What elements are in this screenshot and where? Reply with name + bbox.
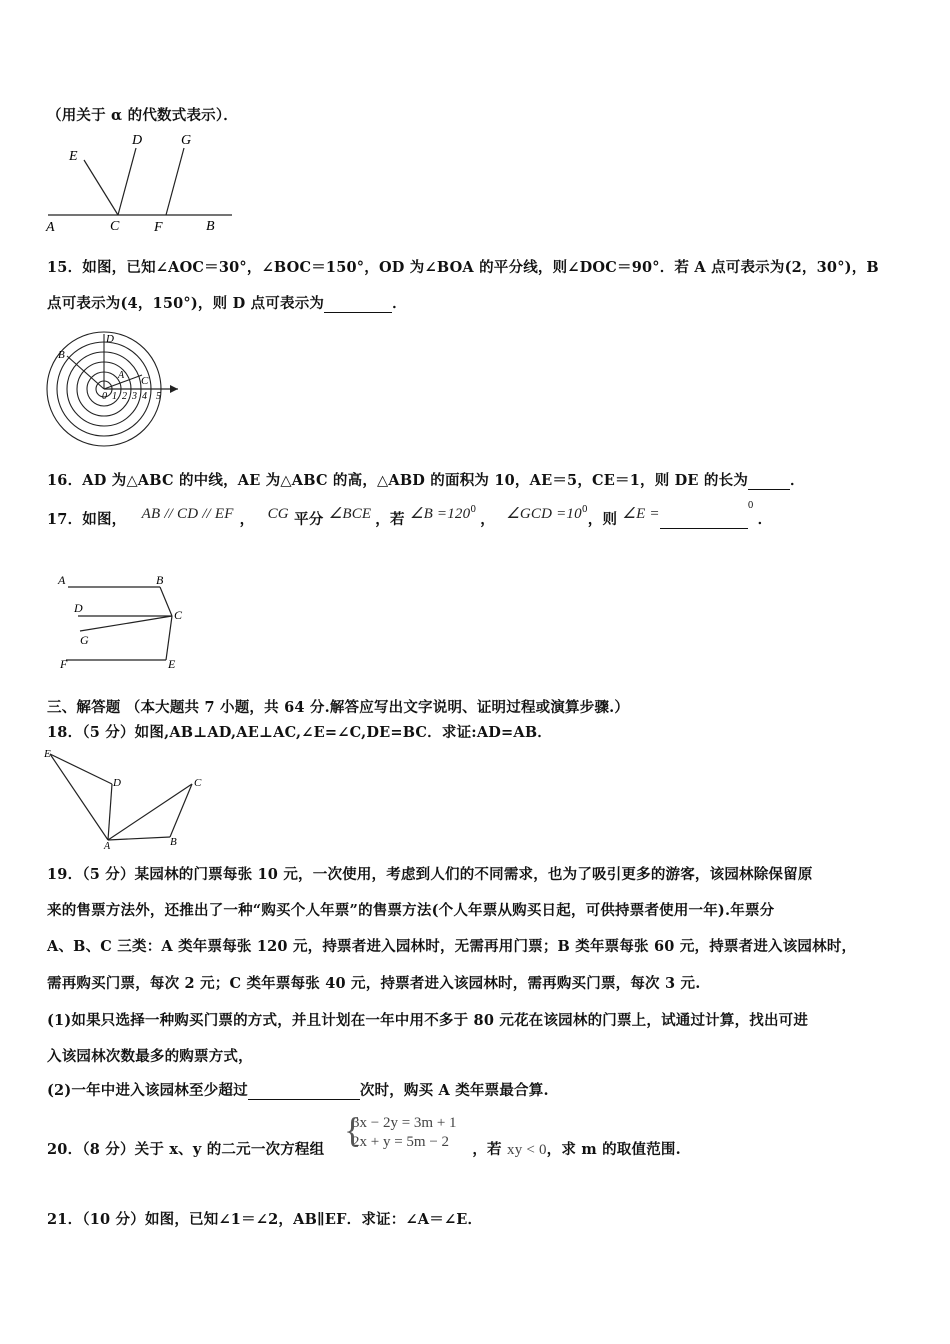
label-A: A <box>46 220 55 235</box>
q16: 16．AD 为△ABC 的中线，AE 为△ABC 的高，△ABD 的面积为 10，AE＝5，CE＝1，则 DE 的长为 ． <box>47 472 805 489</box>
section-heading: 三、解答题 （本大题共 7 小题，共 64 分.解答应写出文字说明、证明过程或演算步骤.） <box>47 699 630 716</box>
tick-3: 3 <box>132 391 137 402</box>
polar-label-A: A <box>118 370 125 381</box>
figure-q18 <box>42 744 212 850</box>
figure-q15-polar <box>42 328 182 450</box>
q15-line1: 15．如图，已知∠AOC＝30°，∠BOC＝150°，OD 为∠BOA 的平分线，则∠DOC＝90°．若 A 点可表示为(2，30°)，B <box>47 259 879 276</box>
answer-blank-q15[interactable] <box>324 295 392 313</box>
q19-line5: (1)如果只选择一种购买门票的方式，并且计划在一年中用不多于 80 元花在该园林的门票上，试通过计算，找出可进 <box>47 1012 809 1029</box>
q14-tail: （用关于 α 的代数式表示）． <box>47 107 239 124</box>
label-F: F <box>60 657 68 671</box>
q19-line7: (2)一年中进入该园林至少超过 次时，购买 A 类年票最合算. <box>47 1082 549 1099</box>
tick-0: 0 <box>102 391 107 402</box>
q19-line3: A、B、C 三类：A 类年票每张 120 元，持票者进入园林时，无需再用门票；B 类年票每张 60 元，持票者进入该园林时， <box>47 938 857 955</box>
tick-1: 1 <box>112 391 117 402</box>
label-D: D <box>113 777 121 789</box>
figure-q14 <box>44 132 240 236</box>
q17: 17．如图， AB // CD // EF ， CG 平分 ∠BCE ，若 ∠B $=120^0$， ∠GCD $=10^0$，则 ∠E = $^0$． <box>47 501 773 528</box>
label-D: D <box>74 601 83 615</box>
answer-blank-q16[interactable] <box>748 472 790 490</box>
q18: 18．（5 分）如图,AB⊥AD,AE⊥AC,∠E=∠C,DE=BC．求证:AD=AB． <box>47 724 553 741</box>
equation-system: { 3x − 2y = 3m + 1 2x + y = 5m − 2 <box>344 1110 457 1150</box>
polar-label-C: C <box>141 375 149 387</box>
equation-2: 2x + y = 5m − 2 <box>352 1134 450 1150</box>
label-E: E <box>69 149 78 164</box>
answer-blank-q19[interactable] <box>248 1082 360 1100</box>
label-D: D <box>132 133 143 148</box>
figure-q17 <box>52 568 192 672</box>
q19-line6: 入该园林次数最多的购票方式， <box>47 1048 253 1065</box>
label-E: E <box>44 748 51 760</box>
label-C: C <box>174 608 183 622</box>
q19-line1: 19．（5 分）某园林的门票每张 10 元，一次使用，考虑到人们的不同需求，也为了吸引更多的游客，该园林除保留原 <box>47 866 813 883</box>
q21: 21．（10 分）如图，已知∠1＝∠2，AB∥EF．求证：∠A＝∠E． <box>47 1211 483 1228</box>
equation-1: 3x − 2y = 3m + 1 <box>352 1115 457 1131</box>
label-A: A <box>58 573 66 587</box>
label-B: B <box>170 836 177 848</box>
label-C: C <box>110 219 120 234</box>
label-G: G <box>80 633 89 647</box>
answer-blank-q17[interactable] <box>660 511 748 529</box>
tick-2: 2 <box>122 391 127 402</box>
q19-line2: 来的售票方法外，还推出了一种“购买个人年票”的售票方法(个人年票从购买日起，可供持票者使用一年).年票分 <box>47 902 775 919</box>
polar-label-D: D <box>106 333 114 345</box>
tick-5: 5 <box>156 391 161 402</box>
label-E: E <box>168 657 176 671</box>
polar-label-B: B <box>58 349 65 361</box>
q20: 20．（8 分）关于 x、y 的二元一次方程组 ，若 xy < 0，求 m 的取值范围. <box>47 1141 681 1158</box>
tick-4: 4 <box>142 391 147 402</box>
label-B: B <box>206 219 215 234</box>
label-B: B <box>156 573 164 587</box>
label-G: G <box>181 133 192 148</box>
q19-line4: 需再购买门票，每次 2 元；C 类年票每张 40 元，持票者进入该园林时，需再购买门票，每次 3 元. <box>47 975 701 992</box>
label-C: C <box>194 777 202 789</box>
label-F: F <box>154 220 163 235</box>
q15-line2: 点可表示为(4，150°)，则 D 点可表示为 ． <box>47 295 407 312</box>
label-A: A <box>104 841 111 850</box>
